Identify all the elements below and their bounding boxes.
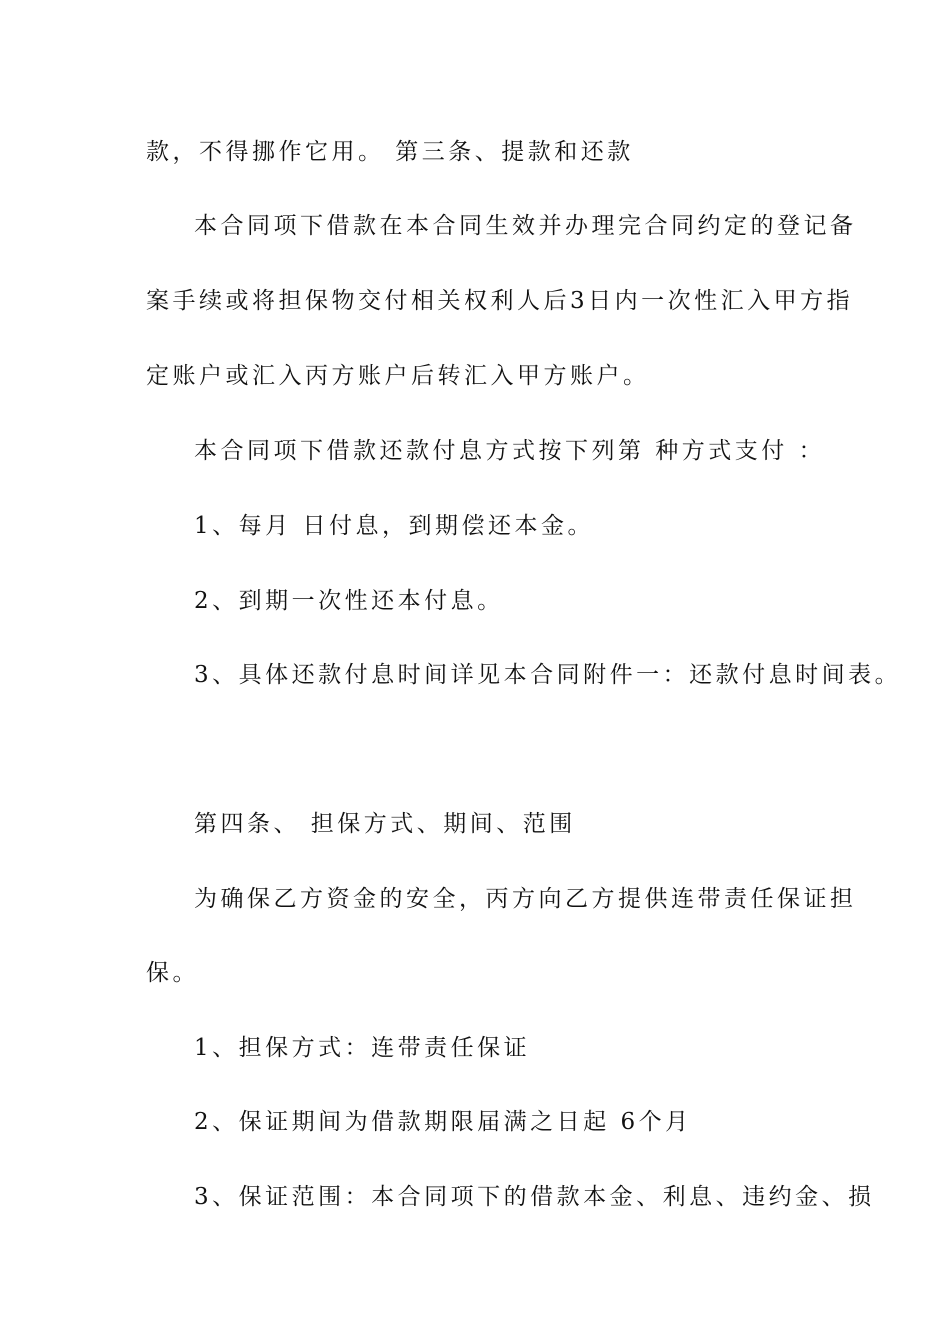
list-item: 1、担保方式：连带责任保证 bbox=[194, 1035, 531, 1061]
list-item: 3、具体还款付息时间详见本合同附件一：还款付息时间表。 bbox=[194, 662, 902, 688]
paragraph-line: 本合同项下借款在本合同生效并办理完合同约定的登记备 bbox=[194, 213, 857, 239]
paragraph-line: 保。 bbox=[146, 960, 199, 986]
section-heading: 第四条、 担保方式、期间、范围 bbox=[194, 811, 576, 837]
paragraph-line: 款，不得挪作它用。 第三条、提款和还款 bbox=[146, 139, 634, 165]
list-item: 2、保证期间为借款期限届满之日起 6个月 bbox=[194, 1109, 692, 1135]
paragraph-line: 本合同项下借款还款付息方式按下列第 种方式支付 ： bbox=[194, 438, 826, 464]
list-item: 3、保证范围：本合同项下的借款本金、利息、违约金、损 bbox=[194, 1184, 875, 1210]
paragraph-line: 案手续或将担保物交付相关权利人后3日内一次性汇入甲方指 bbox=[146, 288, 854, 314]
paragraph-line: 为确保乙方资金的安全，丙方向乙方提供连带责任保证担 bbox=[194, 886, 857, 912]
list-item: 2、到期一次性还本付息。 bbox=[194, 588, 504, 614]
paragraph-line: 定账户或汇入丙方账户后转汇入甲方账户。 bbox=[146, 363, 650, 389]
list-item: 1、每月 日付息，到期偿还本金。 bbox=[194, 513, 594, 539]
